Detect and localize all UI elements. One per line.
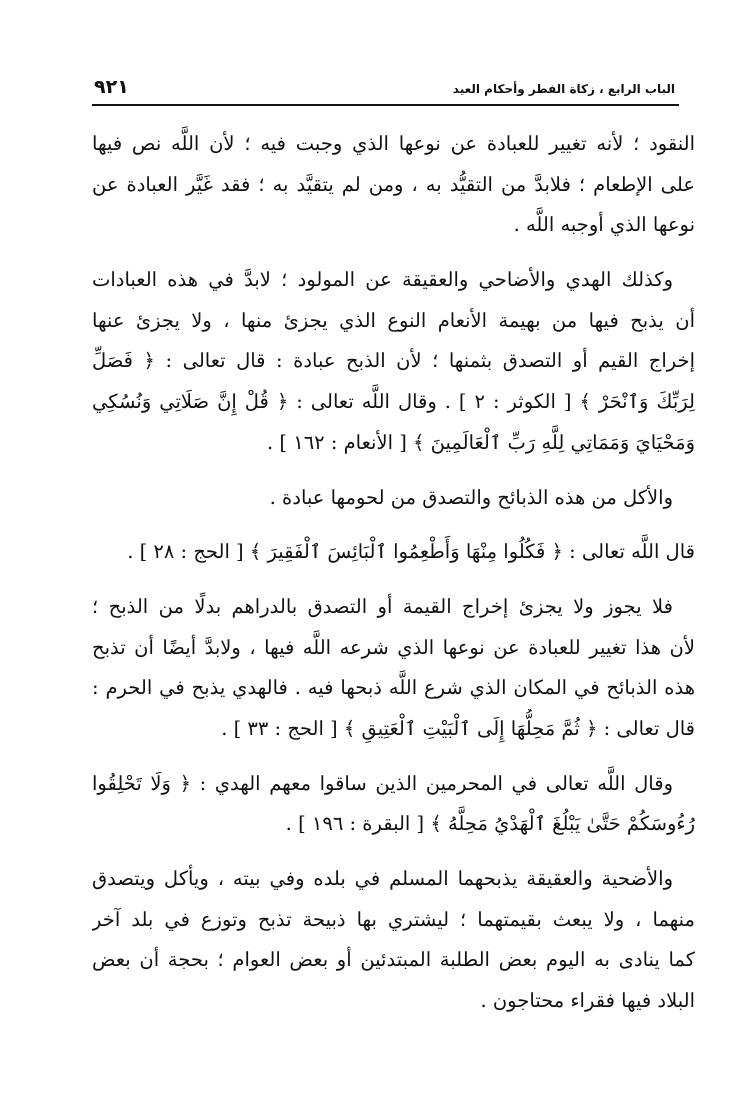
text-line: لأن هذا تغيير للعبادة عن نوعها الذي شرعه اللَّه فيها ، ولابدَّ أيضًا أن تذبح (92, 635, 695, 659)
text-line: والأضحية والعقيقة يذبحهما المسلم في بلده وفي بيته ، ويأكل ويتصدق (92, 867, 673, 890)
page-number: ٩٢١ (94, 76, 129, 98)
page-header (92, 76, 679, 106)
text-line: وقال اللَّه تعالى في المحرمين الذين ساقوا معهم الهدي : ﴿ وَلَا تَحْلِقُوا (92, 771, 673, 795)
text-line: البلاد فيها فقراء محتاجون . (480, 989, 695, 1013)
paragraph (92, 124, 695, 246)
text-line: قال اللَّه تعالى : ﴿ فَكُلُوا مِنْهَا وَأَطْعِمُوا ٱلْبَائِسَ ٱلْفَقِيرَ ﴾ [ الحج : ٢٨ ] . (127, 540, 695, 564)
text-line: أن يذبح فيها من بهيمة الأنعام النوع الذي يجزئ منها ، ولا يجزئ عنها (92, 308, 695, 332)
text-line: منهما ، ولا يبعث بقيمتهما ؛ ليشتري بها ذبيحة تذبح وتوزع في بلد آخر (92, 907, 695, 931)
text-line: إخراج القيم أو التصدق بثمنها ؛ لأن الذبح عبادة : قال تعالى : ﴿ فَصَلِّ (92, 349, 695, 373)
text-line: قال تعالى : ﴿ ثُمَّ مَحِلُّهَا إِلَى ٱلْبَيْتِ ٱلْعَتِيقِ ﴾ [ الحج : ٣٣ ] . (221, 716, 695, 740)
text-line: وَمَحْيَايَ وَمَمَاتِي لِلَّهِ رَبِّ ٱلْعَالَمِينَ ﴾ [ الأنعام : ١٦٢ ] . (267, 430, 695, 454)
paragraph (92, 478, 695, 519)
text-line: نوعها الذي أوجبه اللَّه . (513, 213, 695, 237)
paragraph (92, 859, 695, 1022)
text-line: هذه الذبائح في المكان الذي شرع اللَّه ذبحها فيه . فالهدي يذبح في الحرم : (92, 676, 695, 700)
text-line: على الإطعام ؛ فلابدَّ من التقيُّد به ، ومن لم يتقيَّد به ؛ فقد غَيَّر العبادة عن (92, 172, 695, 196)
text-line: فلا يجوز ولا يجزئ إخراج القيمة أو التصدق بالدراهم بدلًا من الذبح ؛ (92, 594, 673, 618)
running-title: الباب الرابع ، زكاة الفطر وأحكام العيد (452, 82, 675, 96)
paragraph (92, 764, 695, 845)
paragraph (92, 260, 695, 463)
text-line: وكذلك الهدي والأضاحي والعقيقة عن المولود ؛ لابدَّ في هذه العبادات (92, 268, 673, 292)
text-line: لِرَبِّكَ وَٱنْحَرْ ﴾ [ الكوثر : ٢ ] . وقال اللَّه تعالى : ﴿ قُلْ إِنَّ صَلَاتِي وَنُسُكِي (92, 390, 695, 414)
text-line: والأكل من هذه الذبائح والتصدق من لحومها عبادة . (269, 485, 673, 509)
text-line: النقود ؛ لأنه تغيير للعبادة عن نوعها الذي وجبت فيه ؛ لأن اللَّه نص فيها (92, 132, 695, 155)
page-body (92, 124, 695, 1079)
paragraph (92, 587, 695, 750)
text-line: كما ينادى به اليوم بعض الطلبة المبتدئين أو بعض العوام ؛ بحجة أن بعض (92, 948, 695, 972)
text-line: رُءُوسَكُمْ حَتَّىٰ يَبْلُغَ ٱلْهَدْيُ مَحِلَّهُ ﴾ [ البقرة : ١٩٦ ] . (285, 812, 695, 836)
paragraph (92, 532, 695, 573)
